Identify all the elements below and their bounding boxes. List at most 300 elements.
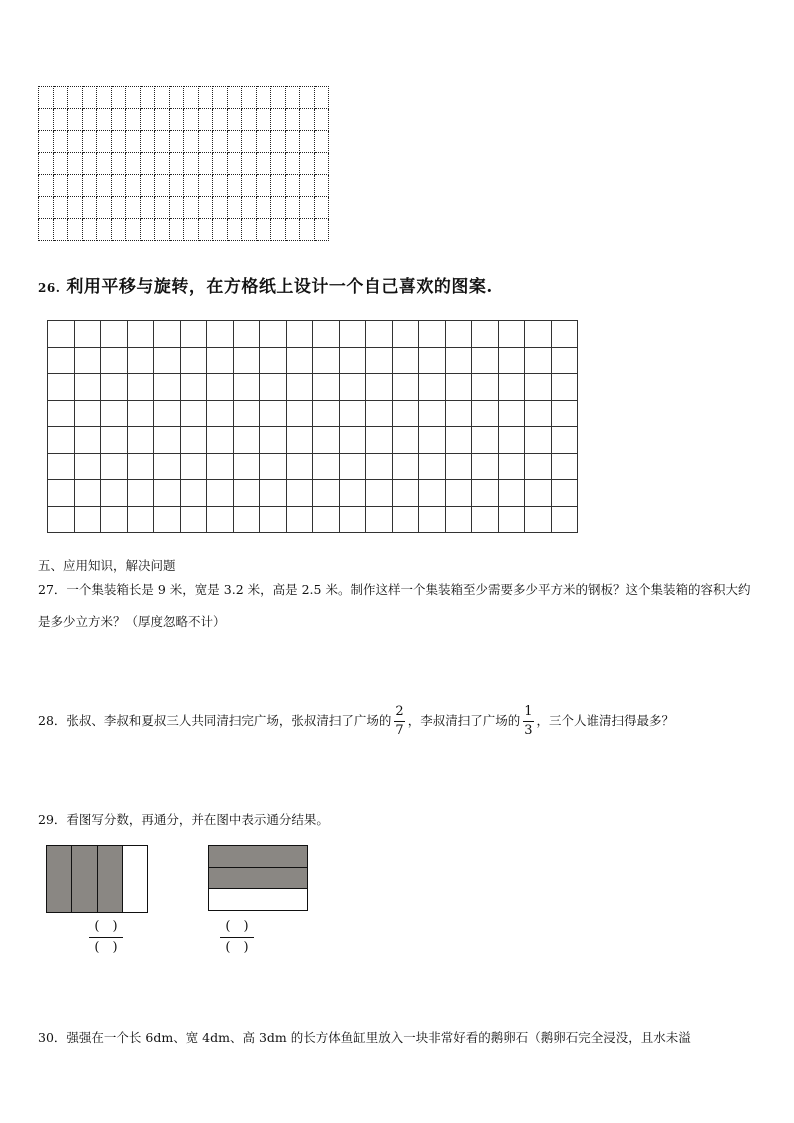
dotted-grid-cell xyxy=(140,131,155,153)
dotted-grid-cell xyxy=(39,197,54,219)
dotted-grid-cell xyxy=(53,197,68,219)
grid-cell xyxy=(339,506,366,533)
grid-cell xyxy=(286,400,313,427)
dotted-grid-cell xyxy=(155,131,170,153)
grid-cell xyxy=(419,427,446,454)
grid-cell xyxy=(154,453,181,480)
dotted-grid-cell xyxy=(314,109,329,131)
dotted-grid-cell xyxy=(111,153,126,175)
dotted-grid-cell xyxy=(97,197,112,219)
question-27 xyxy=(38,574,758,638)
question-29 xyxy=(38,804,329,836)
grid-cell xyxy=(48,506,75,533)
grid-cell xyxy=(339,427,366,454)
dotted-grid-cell xyxy=(68,219,83,241)
dotted-grid-cell xyxy=(242,131,257,153)
grid-cell xyxy=(260,347,287,374)
dotted-grid-cell xyxy=(285,87,300,109)
dotted-grid-cell xyxy=(256,109,271,131)
grid-cell xyxy=(313,374,340,401)
grid-cell xyxy=(207,480,234,507)
question-text-part-a: 张叔、李叔和夏叔三人共同清扫完广场，张叔清扫了广场的 xyxy=(66,713,392,728)
dotted-grid-cell xyxy=(184,87,199,109)
dotted-grid-cell xyxy=(198,153,213,175)
grid-cell xyxy=(525,347,552,374)
fraction-numerator: 2 xyxy=(394,703,404,722)
dotted-grid-cell xyxy=(314,175,329,197)
dotted-grid-cell xyxy=(213,197,228,219)
grid-cell xyxy=(366,347,393,374)
grid-cell xyxy=(260,400,287,427)
grid-row xyxy=(48,427,578,454)
grid-cell xyxy=(207,321,234,348)
grid-cell xyxy=(101,347,128,374)
grid-cell xyxy=(339,453,366,480)
grid-cell xyxy=(472,374,499,401)
grid-cell xyxy=(286,480,313,507)
grid-cell xyxy=(180,374,207,401)
dotted-grid-cell xyxy=(227,109,242,131)
dotted-grid-cell xyxy=(271,197,286,219)
question-30 xyxy=(38,1022,758,1054)
dotted-grid-cell xyxy=(285,219,300,241)
grid-cell xyxy=(127,400,154,427)
dotted-grid-cell xyxy=(271,87,286,109)
grid-cell xyxy=(74,480,101,507)
dotted-grid-cell xyxy=(198,87,213,109)
grid-cell xyxy=(48,321,75,348)
dotted-grid-cell xyxy=(227,87,242,109)
dotted-grid-cell xyxy=(314,153,329,175)
grid-cell xyxy=(498,453,525,480)
dotted-grid xyxy=(38,86,329,241)
blank-numerator: ( ) xyxy=(89,917,123,938)
grid-cell xyxy=(233,427,260,454)
dotted-grid-cell xyxy=(126,175,141,197)
fraction-figure-vertical xyxy=(46,845,148,913)
fraction-two-sevenths xyxy=(394,703,404,740)
grid-row xyxy=(39,109,329,131)
grid-cell xyxy=(180,400,207,427)
dotted-grid-cell xyxy=(82,197,97,219)
grid-cell xyxy=(339,480,366,507)
grid-cell xyxy=(127,347,154,374)
grid-cell xyxy=(286,347,313,374)
dotted-grid-cell xyxy=(198,131,213,153)
grid-cell xyxy=(419,321,446,348)
grid-cell xyxy=(207,427,234,454)
grid-cell xyxy=(101,453,128,480)
dotted-grid-cell xyxy=(169,109,184,131)
dotted-grid-cell xyxy=(242,87,257,109)
dotted-grid-cell xyxy=(213,219,228,241)
grid-cell xyxy=(74,453,101,480)
dotted-grid-cell xyxy=(39,131,54,153)
dotted-grid-cell xyxy=(314,131,329,153)
grid-cell xyxy=(101,321,128,348)
question-number: 26. xyxy=(38,281,61,295)
grid-cell xyxy=(525,321,552,348)
grid-cell xyxy=(286,427,313,454)
grid-cell xyxy=(392,374,419,401)
grid-cell xyxy=(445,480,472,507)
grid-cell xyxy=(472,506,499,533)
dotted-grid-cell xyxy=(97,219,112,241)
dotted-grid-cell xyxy=(285,197,300,219)
dotted-grid-cell xyxy=(169,219,184,241)
dotted-grid-cell xyxy=(111,175,126,197)
grid-cell xyxy=(101,427,128,454)
blank-numerator: ( ) xyxy=(220,917,254,938)
dotted-grid-cell xyxy=(242,153,257,175)
dotted-grid-cell xyxy=(198,219,213,241)
dotted-grid-cell xyxy=(300,219,315,241)
grid-cell xyxy=(180,321,207,348)
dotted-grid-cell xyxy=(140,109,155,131)
dotted-grid-cell xyxy=(314,87,329,109)
grid-cell xyxy=(154,480,181,507)
grid-cell xyxy=(260,321,287,348)
dotted-grid-cell xyxy=(285,109,300,131)
question-number: 28． xyxy=(38,713,67,728)
grid-cell xyxy=(551,480,578,507)
grid-row xyxy=(39,131,329,153)
grid-cell xyxy=(445,374,472,401)
dotted-grid-cell xyxy=(242,197,257,219)
dotted-grid-cell xyxy=(39,175,54,197)
grid-cell xyxy=(48,427,75,454)
dotted-grid-cell xyxy=(111,219,126,241)
dotted-grid-cell xyxy=(82,131,97,153)
grid-cell xyxy=(180,506,207,533)
grid-cell xyxy=(233,400,260,427)
grid-cell xyxy=(445,453,472,480)
grid-cell xyxy=(48,480,75,507)
dotted-grid-cell xyxy=(213,175,228,197)
grid-cell xyxy=(472,427,499,454)
dotted-grid-cell xyxy=(155,87,170,109)
grid-cell xyxy=(445,400,472,427)
dotted-grid-cell xyxy=(227,197,242,219)
dotted-grid-cell xyxy=(82,153,97,175)
dotted-grid-cell xyxy=(256,197,271,219)
grid-cell xyxy=(207,506,234,533)
grid-cell xyxy=(392,506,419,533)
dotted-grid-cell xyxy=(82,219,97,241)
section-title: 五、应用知识，解决问题 xyxy=(38,558,176,573)
grid-cell xyxy=(127,427,154,454)
grid-cell xyxy=(366,480,393,507)
dotted-grid-cell xyxy=(126,153,141,175)
dotted-grid-cell xyxy=(39,87,54,109)
grid-cell xyxy=(233,321,260,348)
grid-cell xyxy=(48,374,75,401)
grid-cell xyxy=(154,400,181,427)
grid-cell xyxy=(313,400,340,427)
dotted-grid-cell xyxy=(256,131,271,153)
grid-cell xyxy=(180,480,207,507)
grid-cell xyxy=(260,374,287,401)
grid-cell xyxy=(525,506,552,533)
dotted-grid-cell xyxy=(97,175,112,197)
dotted-grid-cell xyxy=(300,109,315,131)
grid-cell xyxy=(313,480,340,507)
grid-row xyxy=(39,219,329,241)
question-number: 29． xyxy=(38,812,67,827)
dotted-grid-cell xyxy=(97,131,112,153)
dotted-grid-cell xyxy=(53,175,68,197)
dotted-grid-cell xyxy=(126,197,141,219)
question-text: 强强在一个长 6dm、宽 4dm、高 3dm 的长方体鱼缸里放入一块非常好看的鹅卵石（鹅卵石完全浸没，且水未溢 xyxy=(66,1030,691,1045)
dotted-grid-cell xyxy=(82,109,97,131)
grid-cell xyxy=(392,453,419,480)
dotted-grid-cell xyxy=(184,175,199,197)
grid-cell xyxy=(313,347,340,374)
dotted-grid-cell xyxy=(169,131,184,153)
dotted-grid-cell xyxy=(140,197,155,219)
grid-cell xyxy=(286,453,313,480)
fraction-figure-horizontal xyxy=(208,845,308,911)
grid-row xyxy=(48,480,578,507)
fraction-one-third xyxy=(523,703,533,740)
dotted-grid-cell xyxy=(53,219,68,241)
dotted-grid-cell xyxy=(97,109,112,131)
grid-cell xyxy=(127,321,154,348)
grid-cell xyxy=(445,506,472,533)
dotted-grid-cell xyxy=(242,109,257,131)
grid-cell xyxy=(74,321,101,348)
question-28 xyxy=(38,703,768,740)
grid-row xyxy=(48,347,578,374)
dotted-grid-cell xyxy=(213,131,228,153)
dotted-grid-cell xyxy=(184,109,199,131)
dotted-grid-cell xyxy=(68,153,83,175)
dotted-grid-cell xyxy=(300,153,315,175)
dotted-grid-cell xyxy=(39,219,54,241)
grid-cell xyxy=(101,400,128,427)
dotted-grid-cell xyxy=(97,153,112,175)
dotted-grid-cell xyxy=(271,153,286,175)
dotted-grid-cell xyxy=(126,87,141,109)
grid-cell xyxy=(339,374,366,401)
grid-cell xyxy=(472,453,499,480)
dotted-grid-cell xyxy=(140,219,155,241)
grid-cell xyxy=(392,321,419,348)
dotted-grid-cell xyxy=(198,197,213,219)
shaded-part xyxy=(72,846,97,912)
dotted-grid-cell xyxy=(300,131,315,153)
dotted-grid-cell xyxy=(68,197,83,219)
grid-cell xyxy=(498,506,525,533)
dotted-grid-cell xyxy=(256,219,271,241)
grid-cell xyxy=(472,400,499,427)
dotted-grid-cell xyxy=(198,175,213,197)
grid-cell xyxy=(366,374,393,401)
dotted-grid-cell xyxy=(126,109,141,131)
answer-fraction-blank-1[interactable] xyxy=(86,917,126,958)
grid-cell xyxy=(366,506,393,533)
grid-cell xyxy=(74,400,101,427)
dotted-grid-cell xyxy=(53,131,68,153)
grid-cell xyxy=(313,506,340,533)
fraction-denominator: 3 xyxy=(524,723,533,738)
dotted-grid-cell xyxy=(68,109,83,131)
dotted-grid-cell xyxy=(184,219,199,241)
dotted-grid-cell xyxy=(155,109,170,131)
grid-cell xyxy=(48,347,75,374)
shaded-part xyxy=(209,846,307,868)
dotted-grid-cell xyxy=(155,153,170,175)
dotted-grid-cell xyxy=(227,131,242,153)
dotted-grid-cell xyxy=(140,175,155,197)
grid-cell xyxy=(419,374,446,401)
grid-cell xyxy=(101,374,128,401)
dotted-grid-cell xyxy=(300,87,315,109)
grid-cell xyxy=(551,453,578,480)
grid-cell xyxy=(207,453,234,480)
dotted-grid-cell xyxy=(256,175,271,197)
grid-cell xyxy=(339,321,366,348)
dotted-grid-cell xyxy=(285,153,300,175)
grid-cell xyxy=(551,400,578,427)
grid-cell xyxy=(74,427,101,454)
grid-cell xyxy=(48,400,75,427)
grid-cell xyxy=(48,453,75,480)
grid-cell xyxy=(525,453,552,480)
grid-cell xyxy=(207,347,234,374)
dotted-grid-cell xyxy=(53,87,68,109)
dotted-grid-cell xyxy=(68,87,83,109)
dotted-grid-cell xyxy=(271,219,286,241)
grid-cell xyxy=(339,347,366,374)
grid-cell xyxy=(154,347,181,374)
grid-cell xyxy=(154,427,181,454)
grid-row xyxy=(48,400,578,427)
square-grid-paper xyxy=(47,320,578,533)
grid-cell xyxy=(498,321,525,348)
dotted-grid-cell xyxy=(314,197,329,219)
dotted-grid-cell xyxy=(126,131,141,153)
grid-cell xyxy=(525,400,552,427)
grid-cell xyxy=(339,400,366,427)
grid-cell xyxy=(551,347,578,374)
grid-cell xyxy=(313,321,340,348)
grid-row xyxy=(39,153,329,175)
dotted-grid-cell xyxy=(184,153,199,175)
grid-cell xyxy=(498,427,525,454)
dotted-grid-cell xyxy=(111,131,126,153)
grid-cell xyxy=(498,347,525,374)
grid-cell xyxy=(233,374,260,401)
shaded-part xyxy=(98,846,123,912)
dotted-grid-cell xyxy=(271,131,286,153)
grid-cell xyxy=(286,321,313,348)
grid-cell xyxy=(366,400,393,427)
blank-denominator: ( ) xyxy=(94,940,118,955)
grid-cell xyxy=(286,506,313,533)
grid-row xyxy=(39,197,329,219)
question-text: 一个集装箱长是 9 米，宽是 3.2 米，高是 2.5 米。制作这样一个集装箱至少需要多少平方米的钢板？这个集装箱的容积大约是多少立方米？（厚度忽略不计） xyxy=(38,582,751,629)
grid-cell xyxy=(551,506,578,533)
grid-cell xyxy=(525,480,552,507)
grid-cell xyxy=(366,427,393,454)
dotted-grid-cell xyxy=(126,219,141,241)
question-number: 27． xyxy=(38,582,67,597)
dotted-grid-cell xyxy=(227,175,242,197)
grid-cell xyxy=(127,506,154,533)
shaded-part xyxy=(47,846,72,912)
grid-cell xyxy=(313,427,340,454)
dotted-grid-cell xyxy=(169,87,184,109)
dotted-grid-cell xyxy=(169,175,184,197)
grid-cell xyxy=(498,400,525,427)
grid-cell xyxy=(127,480,154,507)
dotted-grid-cell xyxy=(53,109,68,131)
dotted-grid-cell xyxy=(314,219,329,241)
grid-cell xyxy=(472,321,499,348)
grid-cell xyxy=(551,427,578,454)
grid-cell xyxy=(154,374,181,401)
grid-cell xyxy=(392,400,419,427)
grid-cell xyxy=(445,321,472,348)
answer-fraction-blank-2[interactable] xyxy=(217,917,257,958)
dotted-grid-cell xyxy=(140,87,155,109)
grid-cell xyxy=(419,347,446,374)
blank-denominator: ( ) xyxy=(225,940,249,955)
grid-cell xyxy=(74,347,101,374)
grid-cell xyxy=(260,453,287,480)
grid-cell xyxy=(260,427,287,454)
grid-cell xyxy=(419,400,446,427)
grid-cell xyxy=(127,453,154,480)
grid-cell xyxy=(392,427,419,454)
grid-cell xyxy=(207,400,234,427)
dotted-grid-cell xyxy=(227,153,242,175)
dotted-grid-cell xyxy=(213,109,228,131)
question-text-part-b: ，李叔清扫了广场的 xyxy=(407,713,521,728)
question-text-part-c: ，三个人谁清扫得最多？ xyxy=(536,713,675,728)
dotted-grid-cell xyxy=(213,87,228,109)
grid-cell xyxy=(233,347,260,374)
grid-cell xyxy=(286,374,313,401)
dotted-grid-cell xyxy=(155,219,170,241)
grid-cell xyxy=(472,480,499,507)
grid-row xyxy=(48,453,578,480)
grid-cell xyxy=(498,480,525,507)
grid-row xyxy=(39,175,329,197)
grid-cell xyxy=(154,506,181,533)
question-text: 利用平移与旋转，在方格纸上设计一个自己喜欢的图案. xyxy=(66,277,493,297)
fraction-numerator: 1 xyxy=(523,703,533,722)
dotted-grid-cell xyxy=(111,197,126,219)
grid-cell xyxy=(260,480,287,507)
grid-cell xyxy=(445,427,472,454)
dotted-grid-cell xyxy=(111,87,126,109)
grid-cell xyxy=(180,347,207,374)
grid-cell xyxy=(101,506,128,533)
grid-cell xyxy=(313,453,340,480)
grid-cell xyxy=(260,506,287,533)
grid-cell xyxy=(551,374,578,401)
dotted-grid-cell xyxy=(97,87,112,109)
dotted-grid-cell xyxy=(242,219,257,241)
dotted-grid-cell xyxy=(39,153,54,175)
fraction-denominator: 7 xyxy=(395,723,404,738)
grid-cell xyxy=(392,347,419,374)
shaded-part xyxy=(209,868,307,890)
dotted-grid-cell xyxy=(68,131,83,153)
grid-cell xyxy=(180,427,207,454)
